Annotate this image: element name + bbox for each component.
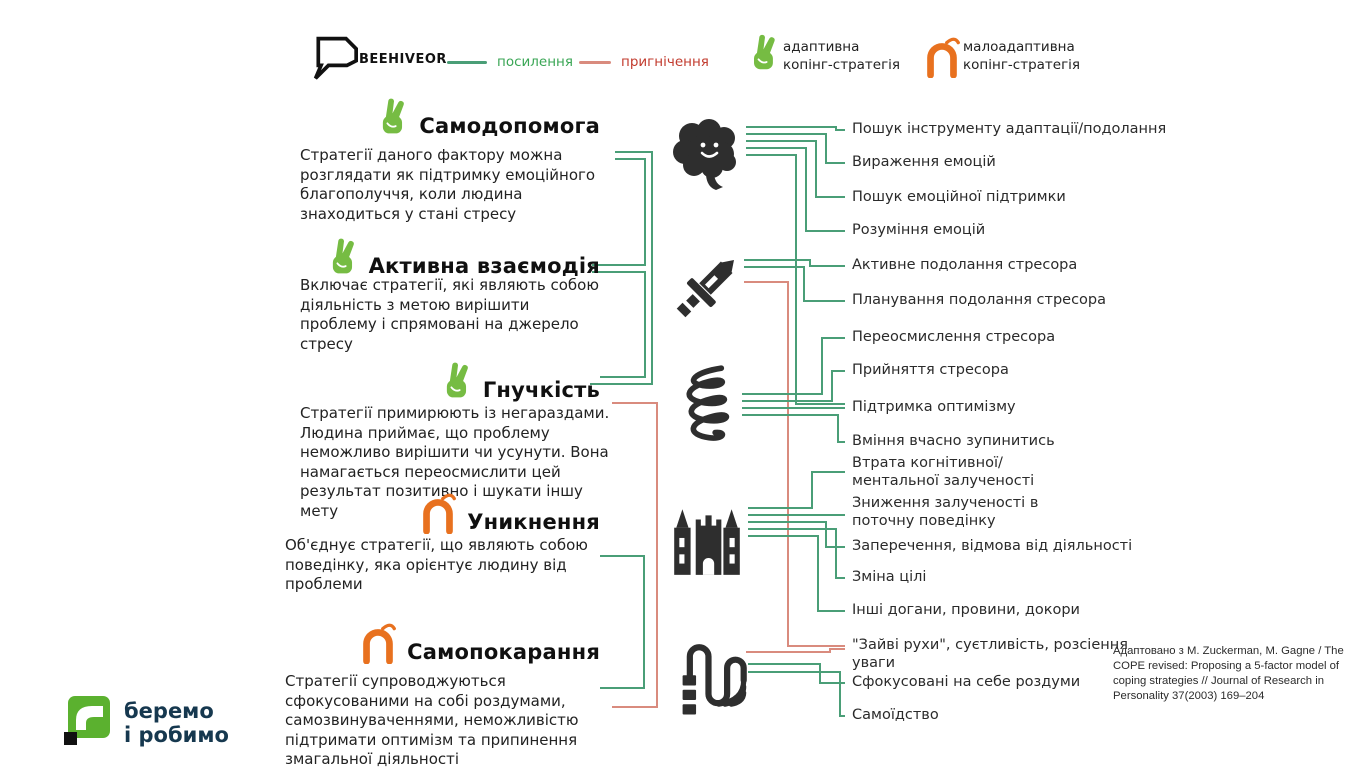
strategy-item: "Зайві рухи", суєтливість, розсіення уваги	[852, 637, 1128, 672]
factor-title: Самодопомога	[419, 114, 600, 138]
strategy-item: Активне подолання стресора	[852, 257, 1078, 273]
speech-bubble-icon	[316, 39, 357, 79]
footer-logo-line1: беремо	[124, 699, 214, 723]
amplification-line-sample	[447, 61, 487, 64]
strategy-item: Планування подолання стресора	[852, 292, 1107, 308]
adaptive-hand-icon	[437, 360, 475, 402]
strategy-item: Самоїдство	[852, 707, 939, 723]
maladaptive-ostrich-icon	[417, 490, 459, 534]
castle-icon	[666, 498, 748, 586]
beehiveor-logo-icon	[306, 34, 362, 82]
strategy-item: Пошук емоційної підтримки	[852, 189, 1066, 205]
footer-logo-text	[124, 700, 229, 747]
factor-selfhelp-description: Стратегії даного фактору можна розглядати як підтримку емоційного благополуччя, коли людина знаходиться у стані стресу	[300, 146, 596, 223]
suppression-line-sample	[579, 61, 611, 64]
factor-active-description: Включає стратегії, які являють собою діяльність з метою вирішити проблему і спрямовані на джерело стресу	[300, 276, 599, 353]
maladaptive-ostrich-icon	[357, 620, 399, 664]
brain-icon	[666, 112, 748, 202]
factor-selfpunishment-description: Стратегії супроводжуються сфокусованими на собі роздумами, самозвинуваченнями, неможливістю підтримати оптимізм та припинення змагальної діяльності	[285, 672, 579, 768]
factor-avoidance-description: Об'єднує стратегії, що являють собою поведінку, яка орієнтує людину від проблеми	[285, 536, 588, 593]
strategy-item: Інші догани, провини, докори	[852, 602, 1080, 618]
strategy-item: Переосмислення стресора	[852, 329, 1056, 345]
factor-flexibility-header	[300, 360, 600, 402]
suppression-label: пригнічення	[621, 54, 709, 70]
factor-selfpunishment-header	[285, 620, 600, 664]
adaptive-coping-label: адаптивна копінг-стратегія	[783, 39, 901, 74]
maladaptive-ostrich-icon	[922, 34, 962, 82]
strategy-item: Вміння вчасно зупинитись	[852, 433, 1055, 449]
factor-title: Гнучкість	[482, 378, 600, 402]
strategy-item: Втрата когнітивної/ментальної залученості	[852, 455, 1035, 490]
adaptive-hand-icon	[323, 236, 361, 278]
factor-selfhelp-header	[300, 96, 600, 138]
factor-active-header	[300, 236, 600, 278]
spring-icon	[672, 360, 744, 456]
link-flexibility-selfpunishment	[612, 403, 657, 707]
adaptive-hand-icon	[373, 96, 411, 138]
footer-logo-line2: і робимо	[124, 722, 229, 747]
strategy-item: Зниження залученості в поточну поведінку	[852, 495, 1039, 530]
brand-name: BEEHIVEOR	[359, 52, 447, 67]
factor-title: Активна взаємодія	[368, 254, 600, 278]
factor-title: Самопокарання	[407, 640, 600, 664]
strategy-item: Сфокусовані на себе роздуми	[852, 674, 1081, 690]
amplification-label: посилення	[497, 54, 573, 70]
strategy-item: Вираження емоцій	[852, 154, 996, 170]
maladaptive-coping-label: малоадаптивна копінг-стратегія	[963, 39, 1081, 74]
factor-flexibility-description: Стратегії примирюють із негараздами. Людина приймає, що проблему неможливо вирішити чи усунути. Вона намагається переосмислити цей результат позитивно і шукати іншу мету	[300, 404, 610, 520]
strategy-item: Пошук інструменту адаптації/подолання	[852, 121, 1167, 137]
strategy-item: Підтримка оптимізму	[852, 399, 1016, 415]
strategy-item: Заперечення, відмова від діяльності	[852, 538, 1133, 554]
whip-icon	[670, 640, 748, 732]
citation-text: Адаптовано з M. Zuckerman, M. Gagne / The COPE revised: Proposing a 5-factor model of coping strategies // Journal of Research in Personality 37(2003) 169–204	[1113, 645, 1344, 703]
beremo-robymo-logo-icon	[62, 694, 116, 752]
strategy-item: Розуміння емоцій	[852, 222, 986, 238]
strategy-item: Прийняття стресора	[852, 362, 1009, 378]
sword-icon	[664, 246, 746, 336]
strategy-item: Зміна цілі	[852, 569, 927, 585]
factor-title: Уникнення	[467, 510, 600, 534]
adaptive-hand-icon	[745, 32, 781, 78]
factor-avoidance-header	[285, 490, 600, 534]
